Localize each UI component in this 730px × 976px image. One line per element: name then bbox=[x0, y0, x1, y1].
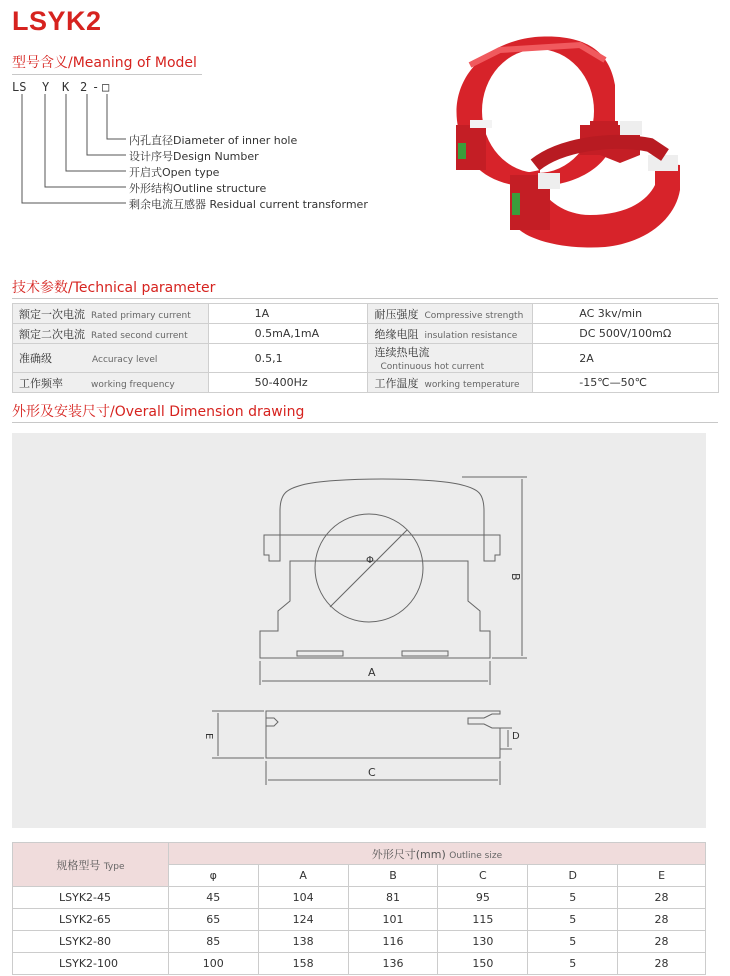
code-char-k: K bbox=[62, 80, 70, 94]
outline-front-view bbox=[264, 479, 500, 561]
tech-param-table bbox=[12, 303, 719, 393]
param-label-en: Rated primary current bbox=[91, 310, 191, 321]
value-cell: 101 bbox=[348, 909, 438, 931]
param-label-cell bbox=[368, 344, 533, 373]
param-label-zh: 绝缘电阻 bbox=[374, 327, 419, 341]
label-phi: Φ bbox=[366, 555, 374, 566]
type-cell: LSYK2-80 bbox=[13, 931, 169, 953]
param-value: 0.5,1 bbox=[208, 344, 368, 373]
param-value: 1A bbox=[208, 304, 368, 324]
code-char-box: □ bbox=[102, 80, 110, 94]
code-char-2: 2 bbox=[80, 80, 88, 94]
param-label-zh: 额定一次电流 bbox=[19, 307, 85, 321]
value-cell: 28 bbox=[618, 909, 706, 931]
size-table bbox=[12, 842, 706, 975]
table-row bbox=[13, 304, 719, 324]
label-b: B bbox=[509, 573, 522, 581]
divider bbox=[12, 74, 202, 75]
param-label-en: working frequency bbox=[91, 379, 175, 390]
value-cell: 124 bbox=[258, 909, 348, 931]
header-outline-en: Outline size bbox=[449, 850, 503, 861]
value-cell: 5 bbox=[528, 953, 618, 975]
label-c: C bbox=[368, 766, 376, 779]
value-cell: 150 bbox=[438, 953, 528, 975]
header-outline-cell bbox=[168, 843, 705, 865]
param-label-cell bbox=[13, 373, 209, 393]
dimension-drawing bbox=[12, 433, 706, 828]
table-row bbox=[13, 373, 719, 393]
product-photo bbox=[440, 25, 710, 257]
type-cell: LSYK2-65 bbox=[13, 909, 169, 931]
column-header-phi: φ bbox=[168, 865, 258, 887]
param-value: -15℃—50℃ bbox=[533, 373, 719, 393]
param-value: DC 500V/100mΩ bbox=[533, 324, 719, 344]
value-cell: 5 bbox=[528, 887, 618, 909]
code-char-ls: LS bbox=[12, 80, 27, 94]
param-label-zh: 工作温度 bbox=[374, 376, 419, 390]
divider bbox=[12, 422, 718, 423]
header-type-zh: 规格型号 bbox=[56, 858, 101, 872]
param-label-zh: 耐压强度 bbox=[374, 307, 419, 321]
param-label-en: Compressive strength bbox=[424, 310, 524, 321]
param-label-cell bbox=[13, 324, 209, 344]
legend-residual-transformer: 剩余电流互感器 Residual current transformer bbox=[129, 198, 368, 211]
legend-outline-structure: 外形结构Outline structure bbox=[129, 182, 267, 195]
outline-side-view bbox=[266, 711, 500, 758]
param-label-zh: 准确级 bbox=[19, 352, 52, 365]
divider bbox=[12, 298, 718, 299]
value-cell: 5 bbox=[528, 909, 618, 931]
param-label-en: Accuracy level bbox=[92, 355, 158, 365]
code-char-dash: - bbox=[92, 80, 100, 94]
column-header-c: C bbox=[438, 865, 528, 887]
param-value: 50-400Hz bbox=[208, 373, 368, 393]
value-cell: 5 bbox=[528, 931, 618, 953]
value-cell: 104 bbox=[258, 887, 348, 909]
value-cell: 115 bbox=[438, 909, 528, 931]
value-cell: 100 bbox=[168, 953, 258, 975]
value-cell: 45 bbox=[168, 887, 258, 909]
value-cell: 65 bbox=[168, 909, 258, 931]
legend-design-number: 设计序号Design Number bbox=[129, 150, 259, 163]
table-row bbox=[13, 324, 719, 344]
value-cell: 158 bbox=[258, 953, 348, 975]
legend-open-type: 开启式Open type bbox=[129, 166, 220, 179]
table-header-row bbox=[13, 843, 706, 865]
value-cell: 95 bbox=[438, 887, 528, 909]
value-cell: 28 bbox=[618, 931, 706, 953]
value-cell: 116 bbox=[348, 931, 438, 953]
header-outline-zh: 外形尺寸(mm) bbox=[371, 847, 446, 861]
table-row bbox=[13, 953, 706, 975]
value-cell: 130 bbox=[438, 931, 528, 953]
value-cell: 85 bbox=[168, 931, 258, 953]
param-label-en: insulation resistance bbox=[424, 330, 518, 341]
param-label-zh: 额定二次电流 bbox=[19, 327, 85, 341]
param-value: 0.5mA,1mA bbox=[208, 324, 368, 344]
param-value: 2A bbox=[533, 344, 719, 373]
type-cell: LSYK2-100 bbox=[13, 953, 169, 975]
model-code-bracket-lines bbox=[0, 92, 130, 212]
label-d: D bbox=[512, 731, 520, 742]
table-row bbox=[13, 931, 706, 953]
column-header-d: D bbox=[528, 865, 618, 887]
value-cell: 138 bbox=[258, 931, 348, 953]
header-type-cell bbox=[13, 843, 169, 887]
param-label-cell bbox=[368, 373, 533, 393]
table-row bbox=[13, 344, 719, 373]
model-meaning-heading: 型号含义/Meaning of Model bbox=[12, 55, 197, 71]
tech-param-heading: 技术参数/Technical parameter bbox=[12, 280, 216, 296]
code-char-y: Y bbox=[42, 80, 50, 94]
legend-inner-hole: 内孔直径Diameter of inner hole bbox=[129, 134, 298, 147]
param-label-zh: 连续热电流 bbox=[374, 346, 430, 359]
column-header-a: A bbox=[258, 865, 348, 887]
param-label-en: Rated second current bbox=[91, 330, 188, 341]
table-row bbox=[13, 887, 706, 909]
type-cell: LSYK2-45 bbox=[13, 887, 169, 909]
param-label-en: Continuous hot current bbox=[380, 362, 485, 372]
value-cell: 136 bbox=[348, 953, 438, 975]
param-label-cell bbox=[13, 304, 209, 324]
label-e: E bbox=[203, 733, 214, 740]
param-label-cell bbox=[368, 324, 533, 344]
param-label-en: working temperature bbox=[424, 379, 520, 390]
param-label-cell bbox=[13, 344, 209, 373]
value-cell: 81 bbox=[348, 887, 438, 909]
value-cell: 28 bbox=[618, 887, 706, 909]
value-cell: 28 bbox=[618, 953, 706, 975]
column-header-e: E bbox=[618, 865, 706, 887]
param-label-zh: 工作频率 bbox=[19, 376, 63, 390]
header-type-en: Type bbox=[103, 861, 125, 872]
param-value: AC 3kv/min bbox=[533, 304, 719, 324]
dimension-drawing-panel bbox=[12, 433, 706, 828]
column-header-b: B bbox=[348, 865, 438, 887]
page-title: LSYK2 bbox=[12, 6, 102, 36]
dimension-drawing-heading: 外形及安装尺寸/Overall Dimension drawing bbox=[12, 404, 305, 420]
param-label-cell bbox=[368, 304, 533, 324]
table-row bbox=[13, 909, 706, 931]
label-a: A bbox=[368, 666, 376, 679]
